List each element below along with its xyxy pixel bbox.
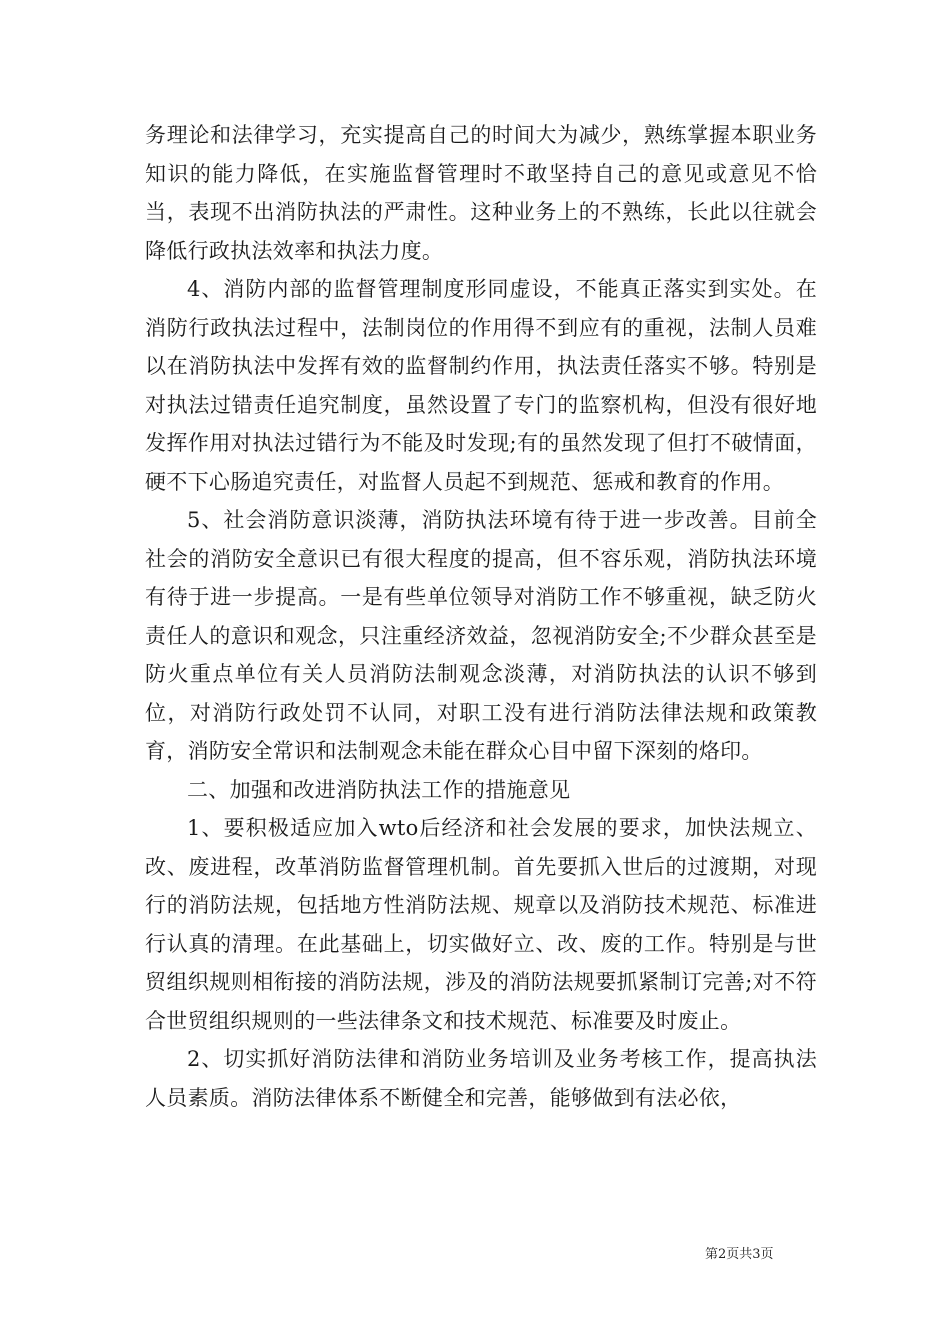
document-body bbox=[145, 116, 817, 1117]
paragraph-continued: 务理论和法律学习，充实提高自己的时间大为减少，熟练掌握本职业务知识的能力降低，在实施监督管理时不敢坚持自己的意见或意见不恰当，表现不出消防执法的严肃性。这种业务上的不熟练，长此以往就会降低行政执法效率和执法力度。 bbox=[145, 123, 817, 263]
paragraph-point-4: 4、消防内部的监督管理制度形同虚设，不能真正落实到实处。在消防行政执法过程中，法制岗位的作用得不到应有的重视，法制人员难以在消防执法中发挥有效的监督制约作用，执法责任落实不够。特别是对执法过错责任追究制度，虽然设置了专门的监察机构，但没有很好地发挥作用对执法过错行为不能及时发现;有的虽然发现了但打不破情面，硬不下心肠追究责任，对监督人员起不到规范、惩戒和教育的作用。 bbox=[145, 277, 817, 494]
page-number-footer: 第2页共3页 bbox=[705, 1247, 774, 1262]
paragraph-measure-1: 1、要积极适应加入wto后经济和社会发展的要求，加快法规立、改、废进程，改革消防监督管理机制。首先要抓入世后的过渡期，对现行的消防法规，包括地方性消防法规、规章以及消防技术规范、标准进行认真的清理。在此基础上，切实做好立、改、废的工作。特别是与世贸组织规则相衔接的消防法规，涉及的消防法规要抓紧制订完善;对不符合世贸组织规则的一些法律条文和技术规范、标准要及时废止。 bbox=[145, 816, 817, 1033]
paragraph-point-5: 5、社会消防意识淡薄，消防执法环境有待于进一步改善。目前全社会的消防安全意识已有很大程度的提高，但不容乐观，消防执法环境有待于进一步提高。一是有些单位领导对消防工作不够重视，缺乏防火责任人的意识和观念，只注重经济效益，忽视消防安全;不少群众甚至是防火重点单位有关人员消防法制观念淡薄，对消防执法的认识不够到位，对消防行政处罚不认同，对职工没有进行消防法律法规和政策教育，消防安全常识和法制观念未能在群众心目中留下深刻的烙印。 bbox=[145, 508, 817, 763]
paragraph-measure-2: 2、切实抓好消防法律和消防业务培训及业务考核工作，提高执法人员素质。消防法律体系不断健全和完善，能够做到有法必依， bbox=[145, 1047, 817, 1110]
section-heading-measures: 二、加强和改进消防执法工作的措施意见 bbox=[187, 777, 571, 802]
